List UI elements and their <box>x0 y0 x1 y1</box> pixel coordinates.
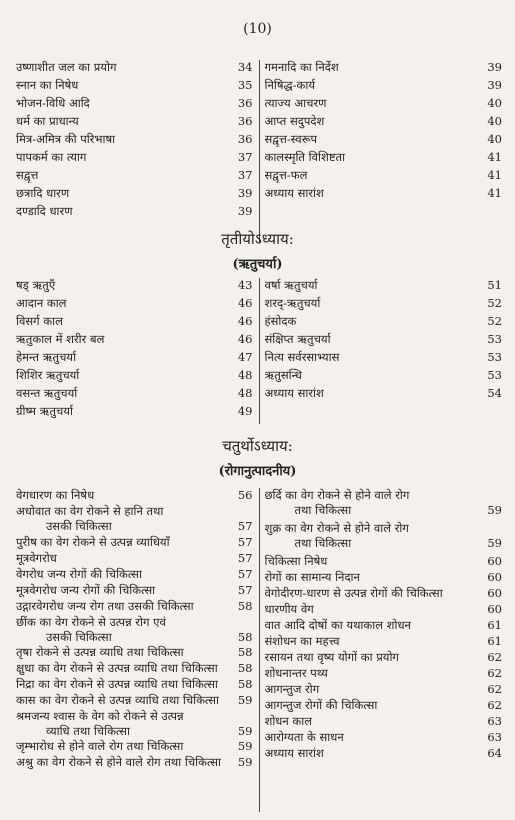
toc-entry-title-line: छर्दि का वेग रोकने से होने वाले रोग <box>264 488 410 502</box>
toc-entry-title <box>265 521 483 551</box>
toc-entry-page-number: 41 <box>487 168 502 182</box>
toc-entry-title <box>16 677 233 692</box>
toc-entry-page-number: 57 <box>237 567 253 581</box>
toc-entry-page-number: 54 <box>487 386 502 400</box>
toc-entry-title-line: हेमन्त ऋतुचर्या <box>16 350 77 364</box>
toc-entry-page-number: 59 <box>237 755 253 769</box>
toc-entry-title-continuation: उसकी चिकित्सा <box>46 519 112 533</box>
toc-entry-title <box>16 504 233 534</box>
toc-entry-title-line: वर्षा ऋतुचर्या <box>264 278 318 292</box>
toc-entry-page-number: 57 <box>237 535 253 549</box>
toc-entry-page-number: 62 <box>487 698 502 712</box>
toc-entry-title-line: छत्रादि धारण <box>16 186 70 200</box>
toc-entry-title <box>265 666 483 681</box>
toc-entry-page-number: 39 <box>487 78 502 92</box>
toc-entry <box>260 698 503 713</box>
toc-entry-page-number: 41 <box>487 186 502 200</box>
toc-entry-title-line: छींक का वेग रोकने से उत्पन्न रोग एवं <box>16 615 166 629</box>
toc-entry-title-line: तृषा रोकने से उत्पन्न व्याधि तथा चिकित्सा <box>16 645 184 659</box>
toc-entry-title-line: रोगों का सामान्य निदान <box>264 570 360 584</box>
toc-entry-title-line: स्नान का निषेध <box>16 78 79 92</box>
toc-entry-title <box>16 551 233 566</box>
toc-entry <box>16 314 259 329</box>
toc-entry-page-number: 62 <box>487 682 502 696</box>
toc-entry-title-line: आरोग्यता के साधन <box>264 730 344 744</box>
toc-entry-title <box>16 132 233 147</box>
toc-entry-page-number: 64 <box>487 746 502 760</box>
toc-entry <box>16 78 259 93</box>
toc-entry-page-number: 62 <box>487 666 502 680</box>
toc-entry-page-number: 48 <box>237 368 253 382</box>
toc-entry-title <box>16 739 233 754</box>
toc-entry-page-number: 36 <box>237 96 253 110</box>
toc-entry-page-number: 47 <box>237 350 253 364</box>
toc-entry-page-number: 59 <box>487 503 502 517</box>
toc-entry-title <box>16 332 233 347</box>
chapter4-heading: चतुर्थोऽध्याय: <box>222 437 293 455</box>
toc-entry-title <box>16 645 233 660</box>
toc-entry-page-number: 39 <box>487 60 502 74</box>
toc-right-column <box>259 488 503 812</box>
toc-entry-page-number: 62 <box>487 650 502 664</box>
toc-entry-page-number: 61 <box>487 618 502 632</box>
toc-entry-title <box>16 204 233 219</box>
toc-entry-title-line: अध्याय सारांश <box>264 746 324 760</box>
toc-entry-page-number: 53 <box>487 350 502 364</box>
toc-entry-title-continuation: तथा चिकित्सा <box>294 503 352 517</box>
toc-entry-title-line: चिकित्सा निषेध <box>264 554 328 568</box>
toc-entry-title <box>265 634 483 649</box>
toc-entry-title <box>265 386 483 401</box>
toc-entry <box>16 535 259 550</box>
toc-entry-title <box>16 599 233 614</box>
toc-entry-title <box>265 96 483 111</box>
toc-entry <box>260 296 503 311</box>
toc-entry-page-number: 40 <box>487 132 502 146</box>
toc-entry-title <box>16 168 233 183</box>
chapter3-subheading: (ऋतुचर्या) <box>232 257 283 272</box>
toc-entry-title-line: अधोवात का वेग रोकने से हानि तथा <box>16 504 164 518</box>
toc-entry-title <box>16 150 233 165</box>
toc-entry-title-line: पापकर्म का त्याग <box>16 150 87 164</box>
toc-entry-title-line: संशोधन का महत्त्व <box>264 634 340 648</box>
toc-entry-title <box>265 730 483 745</box>
toc-entry-page-number: 57 <box>237 583 253 597</box>
toc-entry-title-continuation: व्याधि तथा चिकित्सा <box>46 724 130 738</box>
toc-entry <box>16 296 259 311</box>
toc-entry-title-line: आदान काल <box>16 296 67 310</box>
toc-block-chapter2-end <box>16 60 502 242</box>
toc-entry <box>16 583 259 598</box>
toc-entry-title-line: अध्याय सारांश <box>264 386 324 400</box>
toc-entry-title <box>16 661 233 676</box>
chapter3-heading: तृतीयोऽध्याय: <box>221 230 294 248</box>
toc-entry-title <box>265 278 483 293</box>
toc-entry <box>16 661 259 676</box>
toc-entry-title-line: शिशिर ऋतुचर्या <box>16 368 80 382</box>
toc-entry-title <box>265 150 483 165</box>
toc-entry <box>16 332 259 347</box>
toc-entry <box>16 60 259 75</box>
toc-entry-title-line: षड् ऋतुएँ <box>16 278 56 292</box>
toc-entry <box>16 96 259 111</box>
toc-entry-title-line: वसन्त ऋतुचर्या <box>16 386 78 400</box>
toc-entry <box>260 60 503 75</box>
toc-entry-page-number: 46 <box>237 332 253 346</box>
toc-left-column <box>16 488 259 812</box>
toc-entry-page-number: 37 <box>237 168 253 182</box>
toc-entry <box>16 693 259 708</box>
toc-entry <box>260 186 503 201</box>
toc-entry <box>260 350 503 365</box>
toc-entry-page-number: 57 <box>237 519 253 533</box>
toc-entry-title-line: जृम्भारोध से होने वाले रोग तथा चिकित्सा <box>16 739 184 753</box>
toc-entry-page-number: 59 <box>237 693 253 707</box>
toc-entry-title-line: आगन्तुज रोग <box>264 682 320 696</box>
toc-entry-page-number: 34 <box>237 60 253 74</box>
toc-entry-page-number: 52 <box>487 314 502 328</box>
toc-entry <box>260 132 503 147</box>
toc-entry-title <box>265 602 483 617</box>
toc-entry-title-line: सद्वृत्त-फल <box>264 168 308 182</box>
toc-entry <box>16 350 259 365</box>
toc-entry <box>16 755 259 770</box>
toc-entry <box>16 150 259 165</box>
toc-entry-title-line: सद्वृत्त <box>16 168 39 182</box>
toc-entry-title-line: निद्रा का वेग रोकने से उत्पन्न व्याधि तथा चिकित्सा <box>16 677 218 691</box>
toc-entry-title <box>16 60 233 75</box>
toc-entry <box>260 586 503 601</box>
toc-entry-title-line: रसायन तथा वृष्य योगों का प्रयोग <box>264 650 399 664</box>
toc-entry-title-line: वात आदि दोषों का यथाकाल शोधन <box>264 618 411 632</box>
toc-entry <box>260 602 503 617</box>
toc-entry-title-line: मूत्रवेगरोध <box>16 551 57 565</box>
toc-entry-page-number: 58 <box>237 661 253 675</box>
toc-entry-title <box>16 114 233 129</box>
toc-entry-title <box>16 186 233 201</box>
toc-entry <box>260 314 503 329</box>
toc-entry-title <box>265 332 483 347</box>
toc-entry <box>16 677 259 692</box>
toc-entry-title <box>16 78 233 93</box>
toc-entry-page-number: 60 <box>487 554 502 568</box>
toc-entry-page-number: 43 <box>237 278 253 292</box>
toc-entry <box>16 386 259 401</box>
toc-entry <box>260 368 503 383</box>
toc-entry-title <box>265 488 483 518</box>
toc-entry-title-line: अध्याय सारांश <box>264 186 324 200</box>
toc-entry-title <box>265 60 483 75</box>
toc-entry-title-line: गमनादि का निर्देश <box>264 60 339 74</box>
toc-entry-title <box>16 615 233 645</box>
toc-left-column <box>16 60 259 242</box>
toc-entry-page-number: 51 <box>487 278 502 292</box>
toc-entry-title <box>265 698 483 713</box>
toc-entry-page-number: 59 <box>237 739 253 753</box>
toc-entry <box>16 168 259 183</box>
toc-entry-title <box>16 755 233 770</box>
toc-entry-page-number: 53 <box>487 332 502 346</box>
toc-entry <box>260 488 503 518</box>
toc-entry-page-number: 40 <box>487 96 502 110</box>
toc-entry-page-number: 49 <box>237 404 253 418</box>
toc-entry-title-line: शोधन काल <box>264 714 313 728</box>
toc-entry <box>16 204 259 219</box>
toc-right-column <box>259 60 503 242</box>
toc-entry-page-number: 36 <box>237 132 253 146</box>
toc-entry-title-line: अश्रु का वेग रोकने से होने वाले रोग तथा चिकित्सा <box>16 755 221 769</box>
toc-entry-title <box>265 682 483 697</box>
toc-entry-title-line: वेगरोध जन्य रोगों की चिकित्सा <box>16 567 142 581</box>
toc-entry <box>260 278 503 293</box>
toc-entry-title <box>265 78 483 93</box>
toc-entry-title-line: ग्रीष्म ऋतुचर्या <box>16 404 73 418</box>
toc-entry-title-line: कास का वेग रोकने से उत्पन्न व्याधि तथा चिकित्सा <box>16 693 219 707</box>
toc-entry-title-line: आगन्तुज रोगों की चिकित्सा <box>264 698 378 712</box>
toc-entry-title <box>265 296 483 311</box>
toc-entry-title <box>265 650 483 665</box>
toc-entry-title-line: क्षुधा का वेग रोकने से उत्पन्न व्याधि तथा चिकित्सा <box>16 661 218 675</box>
toc-entry-page-number: 59 <box>487 536 502 550</box>
toc-entry-title-line: धारणीय वेग <box>264 602 314 616</box>
toc-entry-title <box>265 586 483 601</box>
toc-entry-title-line: शोधनान्तर पथ्य <box>264 666 328 680</box>
toc-entry-title-line: ऋतुसन्धि <box>264 368 302 382</box>
toc-entry-title <box>265 368 483 383</box>
toc-entry <box>16 186 259 201</box>
toc-entry-title <box>16 368 233 383</box>
toc-entry-title <box>16 386 233 401</box>
toc-entry-page-number: 39 <box>237 186 253 200</box>
toc-entry <box>260 96 503 111</box>
toc-entry-title <box>16 296 233 311</box>
toc-entry-title <box>265 714 483 729</box>
toc-entry-title-line: पुरीष का वेग रोकने से उत्पन्न व्याधियाँ <box>16 535 170 549</box>
toc-block-chapter4 <box>16 488 502 812</box>
toc-entry-title-line: दण्डादि धारण <box>16 204 73 218</box>
toc-entry-title-line: ऋतुकाल में शरीर बल <box>16 332 105 346</box>
toc-entry-title <box>16 278 233 293</box>
toc-entry-title <box>16 314 233 329</box>
toc-entry <box>260 730 503 745</box>
toc-entry-page-number: 36 <box>237 114 253 128</box>
toc-entry-page-number: 48 <box>237 386 253 400</box>
toc-entry <box>16 567 259 582</box>
toc-entry-title-line: नित्य सर्वरसाभ्यास <box>264 350 340 364</box>
toc-entry <box>16 739 259 754</box>
toc-entry <box>260 332 503 347</box>
toc-entry-page-number: 56 <box>237 488 253 502</box>
toc-entry-title <box>265 168 483 183</box>
toc-entry-title <box>16 96 233 111</box>
toc-entry-title-line: आप्त सदुपदेश <box>264 114 325 128</box>
page-number: (10) <box>243 21 272 37</box>
toc-entry-title <box>16 693 233 708</box>
toc-entry-page-number: 58 <box>237 599 253 613</box>
toc-entry-page-number: 63 <box>487 730 502 744</box>
toc-entry <box>260 746 503 761</box>
toc-entry-page-number: 57 <box>237 551 253 565</box>
toc-entry-title-line: हंसोदक <box>264 314 297 328</box>
toc-entry-page-number: 60 <box>487 586 502 600</box>
toc-entry <box>16 368 259 383</box>
toc-entry-title-line: त्याज्य आचरण <box>264 96 327 110</box>
toc-entry-title <box>265 314 483 329</box>
toc-entry <box>16 404 259 419</box>
toc-entry-title <box>265 746 483 761</box>
toc-entry <box>260 386 503 401</box>
toc-entry-title-line: धर्म का प्राधान्य <box>16 114 79 128</box>
toc-entry-page-number: 58 <box>237 630 253 644</box>
toc-entry <box>16 114 259 129</box>
toc-entry <box>260 570 503 585</box>
toc-entry <box>260 554 503 569</box>
toc-entry <box>16 551 259 566</box>
toc-entry <box>16 645 259 660</box>
toc-entry-page-number: 59 <box>237 724 253 738</box>
toc-entry-title <box>265 114 483 129</box>
toc-entry-title <box>16 583 233 598</box>
toc-entry-page-number: 35 <box>237 78 253 92</box>
toc-entry-page-number: 60 <box>487 602 502 616</box>
toc-entry <box>16 615 259 645</box>
toc-entry-title-line: वेगोदीरण-धारण से उत्पन्न रोगों की चिकित्सा <box>264 586 443 600</box>
toc-entry <box>260 521 503 551</box>
toc-entry-page-number: 58 <box>237 677 253 691</box>
toc-entry <box>260 168 503 183</box>
toc-entry-title-line: भोजन-विधि आदि <box>16 96 90 110</box>
chapter4-subheading: (रोगानुत्पादनीय) <box>218 464 297 479</box>
toc-entry-title-line: निषिद्ध-कार्य <box>264 78 316 92</box>
toc-entry-page-number: 46 <box>237 314 253 328</box>
toc-block-chapter3 <box>16 278 502 424</box>
toc-entry <box>16 504 259 534</box>
toc-entry-title-continuation: उसकी चिकित्सा <box>46 630 112 644</box>
toc-entry-title-line: वेगधारण का निषेध <box>16 488 95 502</box>
toc-entry-page-number: 58 <box>237 645 253 659</box>
toc-entry-title-line: मूत्रवेगरोध जन्य रोगों की चिकित्सा <box>16 583 156 597</box>
toc-entry-page-number: 40 <box>487 114 502 128</box>
toc-entry-page-number: 60 <box>487 570 502 584</box>
toc-entry-page-number: 63 <box>487 714 502 728</box>
toc-entry <box>260 714 503 729</box>
toc-entry <box>260 682 503 697</box>
toc-entry-title-continuation: तथा चिकित्सा <box>294 536 352 550</box>
toc-entry-title <box>16 567 233 582</box>
toc-entry-title-line: शुक्र का वेग रोकने से होने वाले रोग <box>264 521 409 535</box>
toc-entry-title-line: कालस्मृति विशिष्टता <box>264 150 346 164</box>
toc-entry-page-number: 61 <box>487 634 502 648</box>
toc-entry <box>260 666 503 681</box>
toc-entry <box>16 488 259 503</box>
toc-entry-page-number: 39 <box>237 204 253 218</box>
toc-entry-title-line: श्रमजन्य श्वास के वेग को रोकने से उत्पन्न <box>16 709 184 723</box>
toc-entry-title <box>16 350 233 365</box>
toc-entry-title <box>16 404 233 419</box>
toc-entry-page-number: 41 <box>487 150 502 164</box>
toc-entry-page-number: 37 <box>237 150 253 164</box>
toc-entry-title-line: मित्र-अमित्र की परिभाषा <box>16 132 116 146</box>
toc-entry <box>260 634 503 649</box>
toc-entry-title-line: सद्वृत्त-स्वरूप <box>264 132 318 146</box>
toc-entry-title <box>265 554 483 569</box>
toc-entry <box>16 709 259 739</box>
toc-entry-title-line: उष्णाशीत जल का प्रयोग <box>16 60 117 74</box>
toc-left-column <box>16 278 259 424</box>
toc-entry <box>16 278 259 293</box>
toc-right-column <box>259 278 503 424</box>
toc-entry-page-number: 53 <box>487 368 502 382</box>
toc-entry-title-line: शरद्-ऋतुचर्या <box>264 296 321 310</box>
toc-entry <box>260 114 503 129</box>
toc-entry <box>16 132 259 147</box>
toc-entry-title <box>16 535 233 550</box>
toc-entry-title-line: विसर्ग काल <box>16 314 63 328</box>
toc-entry-title <box>265 186 483 201</box>
toc-entry-title-line: उद्गारवेगरोध जन्य रोग तथा उसकी चिकित्सा <box>16 599 194 613</box>
toc-entry <box>260 650 503 665</box>
toc-entry <box>260 78 503 93</box>
toc-entry <box>260 618 503 633</box>
toc-entry-title <box>265 350 483 365</box>
toc-entry-title <box>265 132 483 147</box>
toc-entry <box>16 599 259 614</box>
toc-entry-title <box>265 570 483 585</box>
toc-entry-page-number: 52 <box>487 296 502 310</box>
toc-entry <box>260 150 503 165</box>
toc-entry-title-line: संक्षिप्त ऋतुचर्या <box>264 332 331 346</box>
toc-entry-title <box>265 618 483 633</box>
toc-entry-title <box>16 709 233 739</box>
toc-entry-page-number: 46 <box>237 296 253 310</box>
toc-entry-title <box>16 488 233 503</box>
